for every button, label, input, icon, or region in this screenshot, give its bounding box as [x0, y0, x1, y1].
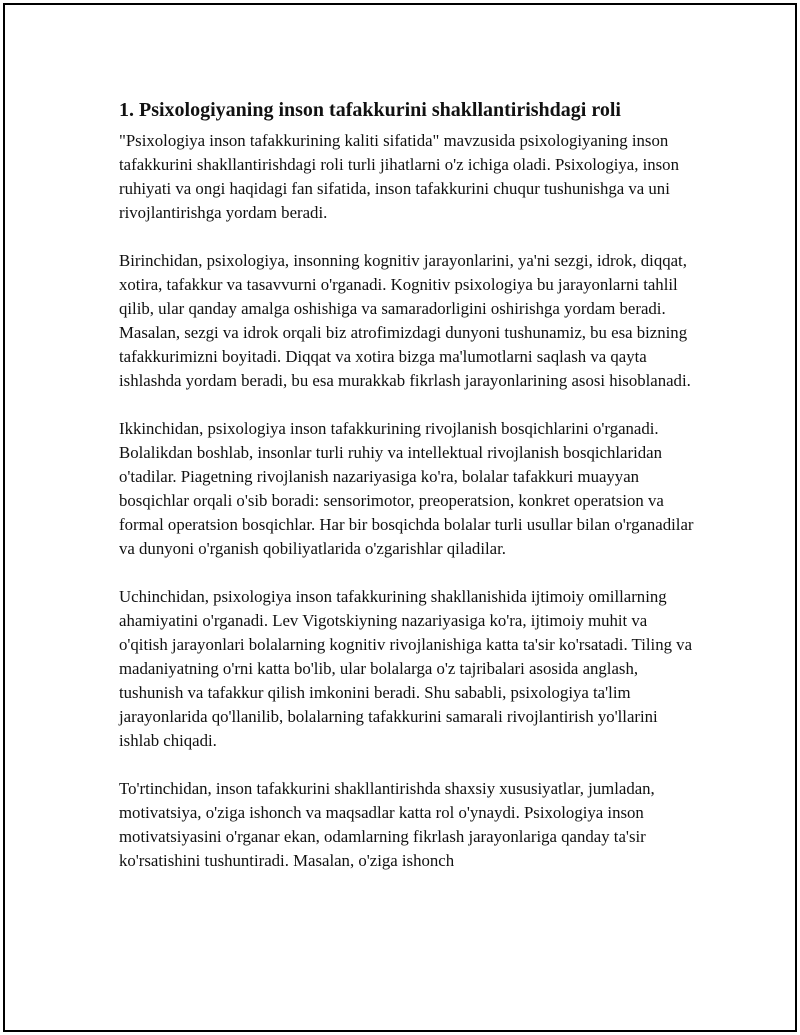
page-frame — [3, 3, 797, 1032]
paragraph-second: Ikkinchidan, psixologiya inson tafakkurining rivojlanish bosqichlarini o'rganadi. Bolalikdan boshlab, insonlar turli ruhiy va intellektual rivojlanish bosqichlaridan o'tadilar. Piagetning rivojlanish nazariyasiga ko'ra, bolalar tafakkuri muayyan bosqichlar orqali o'sib boradi: sensorimotor, preoperatsion, konkret operatsion va formal operatsion bosqichlar. Har bir bosqichda bolalar turli usullar bilan o'rganadilar va dunyoni o'rganish qobiliyatlarida o'zgarishlar qiladilar. — [119, 419, 694, 558]
paragraph-first: Birinchidan, psixologiya, insonning kognitiv jarayonlarini, ya'ni sezgi, idrok, diqqat, xotira, tafakkur va tasavvurni o'rganadi. Kognitiv psixologiya bu jarayonlarni tahlil qilib, ular qanday amalga oshishiga va samaradorligini oshirishga yordam beradi. Masalan, sezgi va idrok orqali biz atrofimizdagi dunyoni tushunamiz, bu esa bizning tafakkurimizni boyitadi. Diqqat va xotira bizga ma'lumotlarni saqlash va qayta ishlashda yordam beradi, bu esa murakkab fikrlash jarayonlarining asosi hisoblanadi. — [119, 251, 691, 390]
paragraph-intro: "Psixologiya inson tafakkurining kaliti sifatida" mavzusida psixologiyaning inson tafakkurini shakllantirishdagi roli turli jihatlarni o'z ichiga oladi. Psixologiya, inson ruhiyati va ongi haqidagi fan sifatida, inson tafakkurini chuqur tushunishga va uni rivojlantirishga yordam beradi. — [119, 131, 679, 222]
section-heading: 1. Psixologiyaning inson tafakkurini shakllantirishdagi roli — [119, 99, 621, 121]
paragraph-fourth: To'rtinchidan, inson tafakkurini shakllantirishda shaxsiy xususiyatlar, jumladan, motivatsiya, o'ziga ishonch va maqsadlar katta rol o'ynaydi. Psixologiya inson motivatsiyasini o'rganar ekan, odamlarning fikrlash jarayonlariga qanday ta'sir ko'rsatishini tushuntiradi. Masalan, o'ziga ishonch — [119, 779, 655, 870]
document-body — [119, 97, 697, 897]
paragraph-third: Uchinchidan, psixologiya inson tafakkurining shakllanishida ijtimoiy omillarning ahamiyatini o'rganadi. Lev Vigotskiyning nazariyasiga ko'ra, ijtimoiy muhit va o'qitish jarayonlari bolalarning kognitiv rivojlanishiga katta ta'sir ko'rsatadi. Tiling va madaniyatning o'rni katta bo'lib, ular bolalarga o'z tajribalari asosida anglash, tushunish va tafakkur qilish imkonini beradi. Shu sababli, psixologiya ta'lim jarayonlarida qo'llanilib, bolalarning tafakkurini samarali rivojlantirish yo'llarini ishlab chiqadi. — [119, 587, 693, 750]
